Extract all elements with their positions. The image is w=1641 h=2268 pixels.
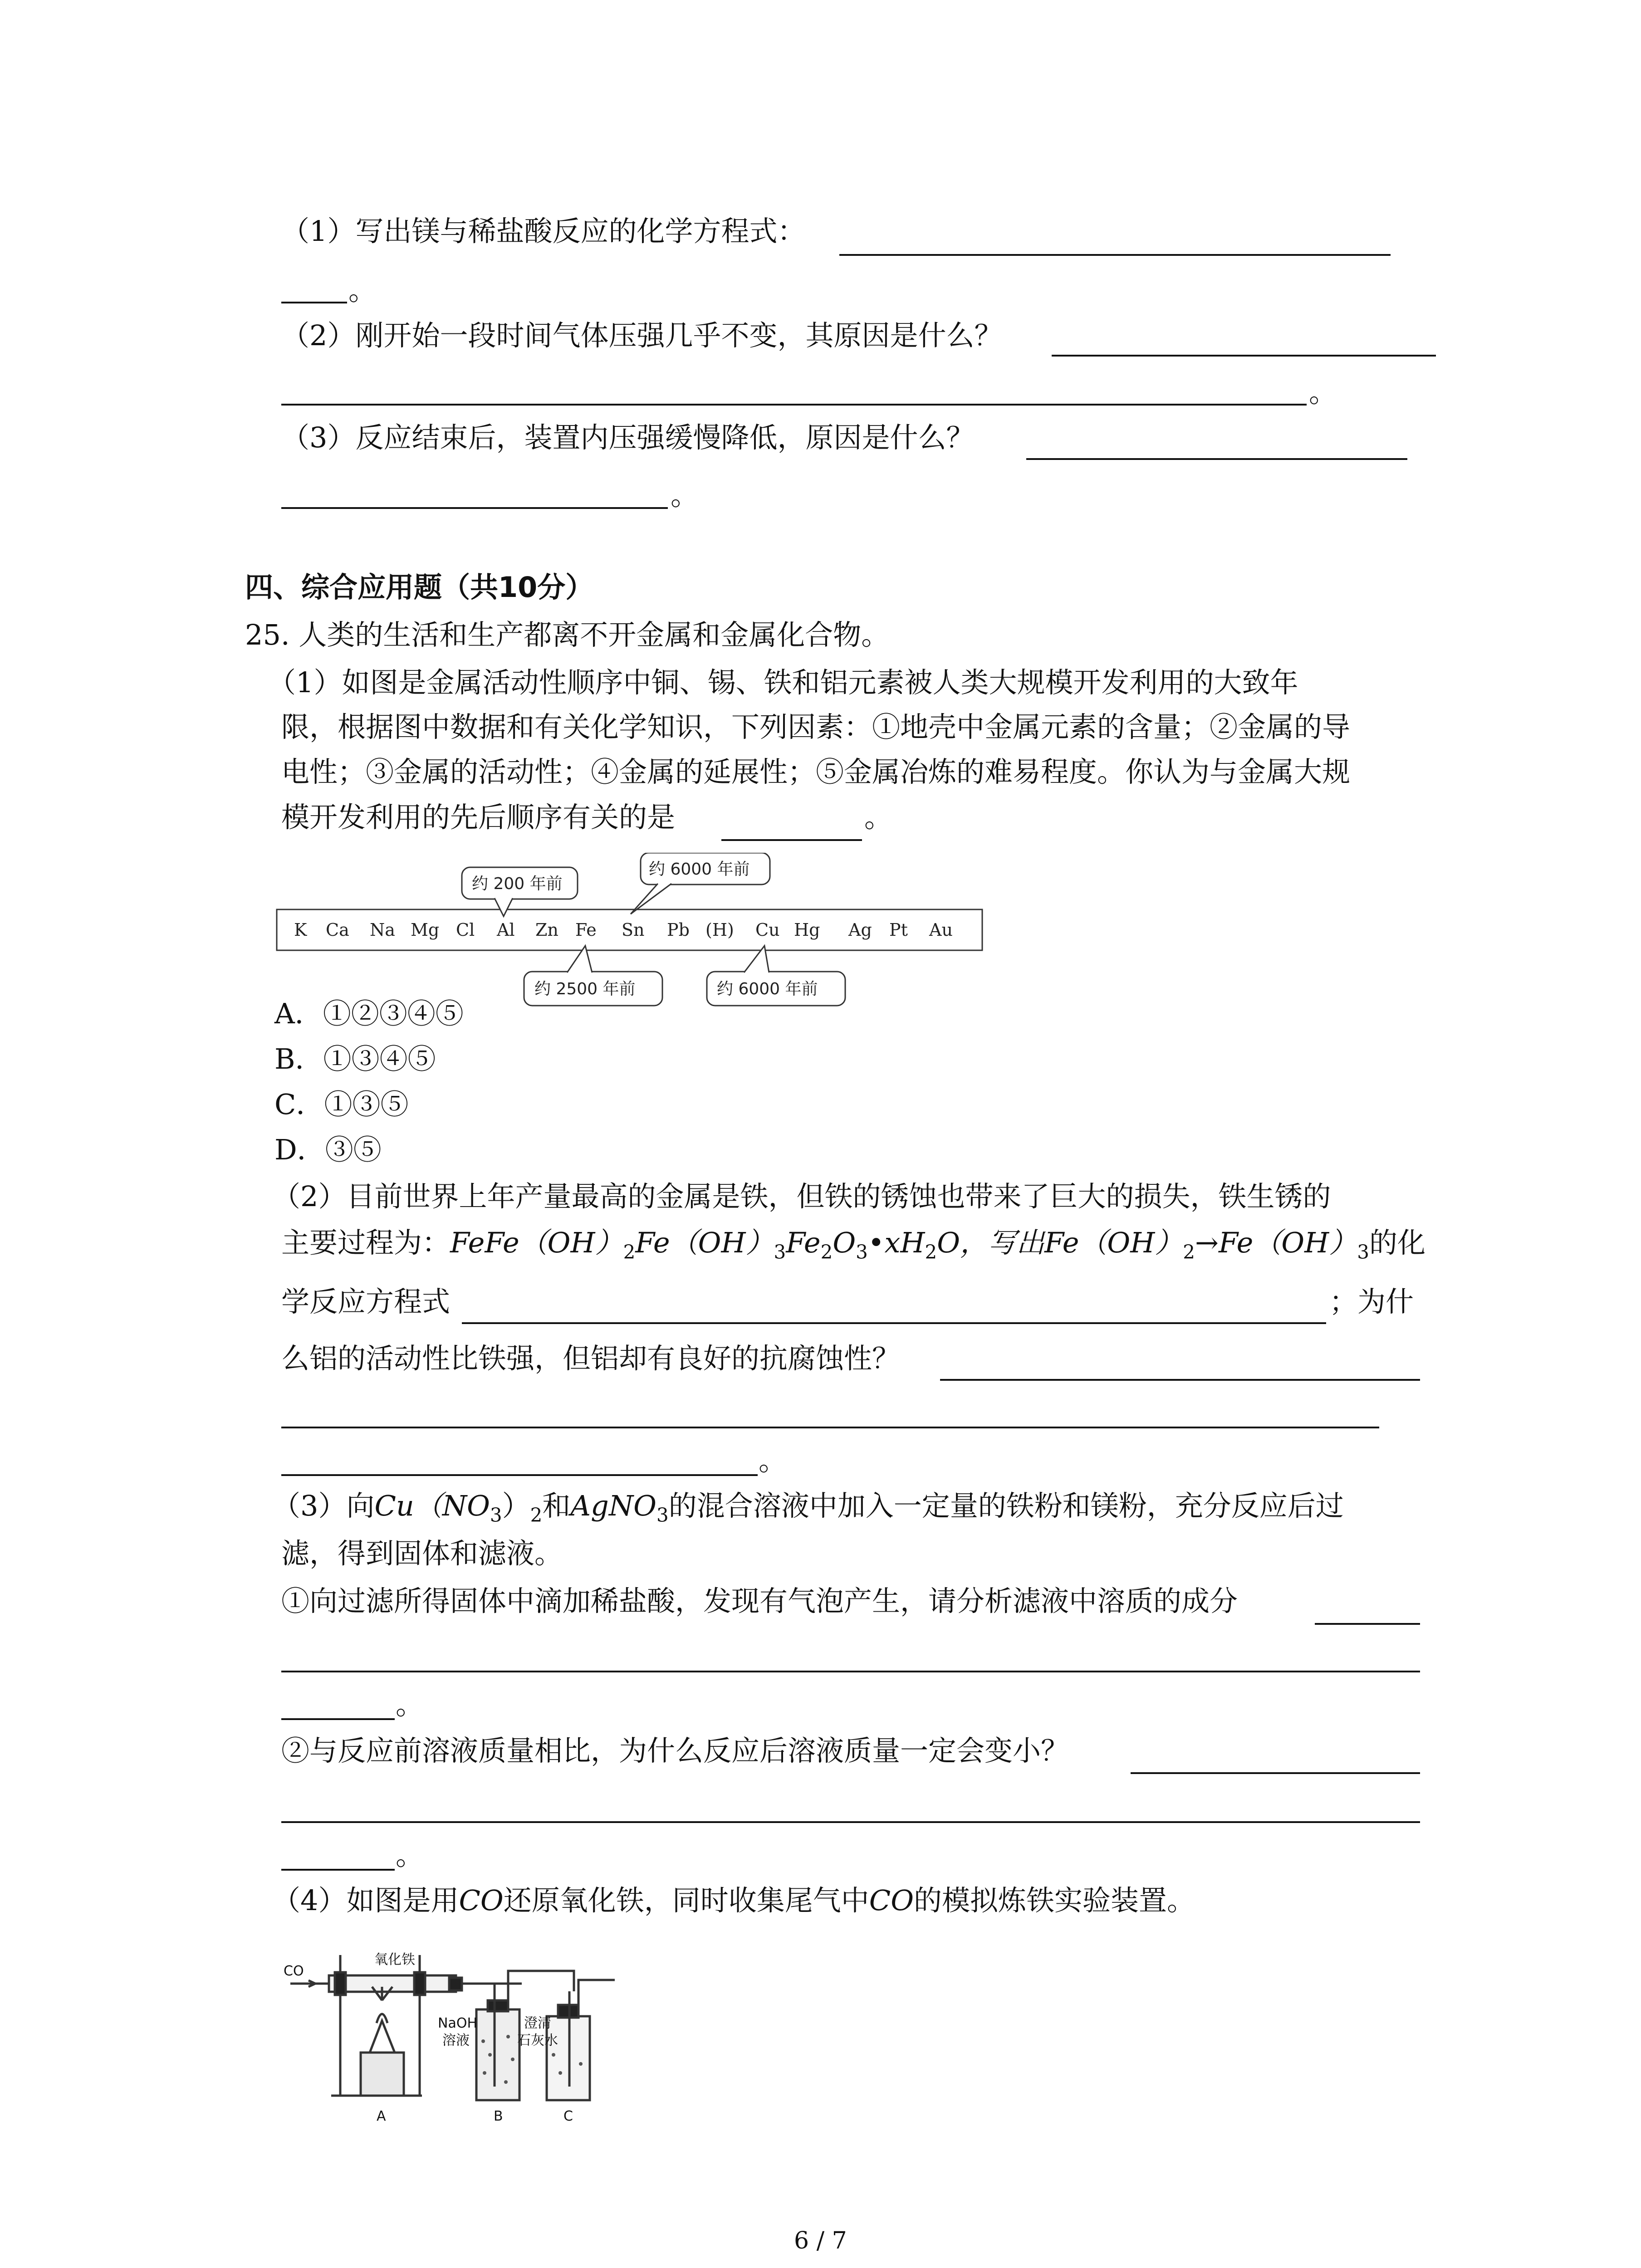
apparatus-lime-label2: 石灰水: [517, 2033, 558, 2048]
q25-p2-blank2[interactable]: [940, 1379, 1420, 1381]
q25-p2-blank1[interactable]: [462, 1322, 1326, 1324]
apparatus-co-label: CO: [284, 1963, 304, 1979]
bottle-b: [476, 2009, 519, 2100]
element-na: Na: [370, 920, 395, 940]
q25-p1-line4: 模开发利用的先后顺序有关的是: [281, 801, 676, 834]
option-d[interactable]: D．③⑤: [274, 1133, 382, 1166]
element-pb: Pb: [667, 920, 690, 940]
q24-sub1-blank[interactable]: [839, 254, 1391, 256]
q25-p2-end: 。: [759, 1444, 787, 1477]
q24-sub2-end: 。: [1309, 376, 1337, 409]
element-au: Au: [929, 920, 953, 940]
burner: [361, 2053, 404, 2096]
callout-cu-label: 约 6000 年前: [717, 980, 818, 998]
q25-p1-end: 。: [864, 801, 893, 834]
element-hg: Hg: [794, 920, 820, 940]
option-a[interactable]: A．①②③④⑤: [274, 997, 464, 1030]
element-h: (H): [705, 920, 734, 940]
element-pt: Pt: [889, 920, 908, 940]
q25-p3-q1-end: 。: [396, 1688, 424, 1721]
q24-sub3-blank[interactable]: [1026, 458, 1407, 460]
apparatus-label-a: A: [377, 2108, 386, 2124]
q25-p2-line3a: 学反应方程式: [281, 1285, 451, 1318]
q24-sub3-blank-cont[interactable]: [281, 507, 668, 509]
element-cu: Cu: [755, 920, 780, 940]
element-ca: Ca: [326, 920, 349, 940]
q25-p2-line2-lead: 主要过程为：: [281, 1226, 451, 1259]
q25-p1-line3: 电性；③金属的活动性；④金属的延展性；⑤金属冶炼的难易程度。你认为与金属大规: [281, 755, 1351, 788]
apparatus-lime-label: 澄清: [524, 2015, 551, 2031]
page-number: 6 / 7: [794, 2227, 847, 2254]
q25-stem: 25. 人类的生活和生产都离不开金属和金属化合物。: [245, 618, 890, 651]
q25-p2-blank2-cont[interactable]: [281, 1427, 1379, 1428]
q25-p1-line2: 限，根据图中数据和有关化学知识，下列因素：①地壳中金属元素的含量；②金属的导: [281, 710, 1351, 743]
q25-p2-line2: 主要过程为：$FeFe(OH)_2Fe(OH)_3Fe_2O_3•xH_2O$，写出$Fe(OH)_2\to Fe(OH)_3$的化: [281, 1226, 1425, 1263]
q25-p3-q2-blank-cont[interactable]: [281, 1821, 1420, 1823]
q25-p3-q1-blank-cont[interactable]: [281, 1671, 1420, 1672]
callout-al-label: 约 200 年前: [472, 875, 563, 893]
apparatus-label-c: C: [563, 2108, 573, 2124]
apparatus-diagram: [281, 1937, 690, 2132]
q24-sub1: （1）写出镁与稀盐酸反应的化学方程式：: [281, 215, 806, 248]
q25-p1-line1: （1）如图是金属活动性顺序中铜、锡、铁和铝元素被人类大规模开发利用的大致年: [268, 666, 1298, 699]
q25-p3-q2-end: 。: [396, 1838, 424, 1872]
element-mg: Mg: [411, 920, 440, 940]
glass-tube: [329, 1975, 456, 1992]
element-sn: Sn: [622, 920, 645, 940]
series-elements: [294, 920, 953, 940]
q24-sub3-end: 。: [671, 479, 699, 512]
q25-p3-line2: 滤，得到固体和滤液。: [281, 1537, 563, 1570]
q25-p3-q2: ②与反应前溶液质量相比，为什么反应后溶液质量一定会变小？: [281, 1734, 1069, 1767]
option-c[interactable]: C．①③⑤: [274, 1088, 409, 1121]
q24-sub1-end: 。: [348, 274, 377, 307]
apparatus-naoh-label2: 溶液: [442, 2033, 470, 2048]
q25-p3-q1-blank-cont2[interactable]: [281, 1718, 395, 1720]
apparatus-label-b: B: [494, 2108, 503, 2124]
apparatus-naoh-label: NaOH: [438, 2015, 477, 2031]
q25-p3-line1: （3）向$Cu(NO_3)_2$和AgNO$_3$的混合溶液中加入一定量的铁粉和镁粉，充分反应后过: [272, 1489, 1344, 1526]
element-zn: Zn: [535, 920, 558, 940]
element-k: K: [294, 920, 307, 940]
q25-p3-q1: ①向过滤所得固体中滴加稀盐酸，发现有气泡产生，请分析滤液中溶质的成分: [281, 1584, 1238, 1618]
q25-p3-q2-blank-cont2[interactable]: [281, 1869, 395, 1871]
element-fe: Fe: [575, 920, 597, 940]
apparatus-oxide-label: 氧化铁: [374, 1952, 415, 1968]
q24-sub2-blank-cont[interactable]: [281, 404, 1307, 406]
q24-sub3: （3）反应结束后，装置内压强缓慢降低，原因是什么？: [281, 421, 975, 454]
callout-sn-label: 约 6000 年前: [649, 860, 750, 879]
q25-p2-line1: （2）目前世界上年产量最高的金属是铁，但铁的锈蚀也带来了巨大的损失，铁生锈的: [272, 1180, 1331, 1213]
q24-sub1-blank-cont[interactable]: [281, 302, 347, 303]
q25-p2-line3b: ；为什: [1329, 1285, 1414, 1318]
section-title: 四、综合应用题（共10分）: [245, 571, 594, 604]
element-al: Al: [497, 920, 515, 940]
activity-series-diagram: [272, 853, 989, 1016]
q25-p3-q2-blank[interactable]: [1131, 1772, 1420, 1774]
q25-p1-blank[interactable]: [721, 839, 862, 841]
option-b[interactable]: B．①③④⑤: [274, 1042, 436, 1075]
q25-p2-blank2-cont2[interactable]: [281, 1474, 758, 1476]
callout-fe-label: 约 2500 年前: [534, 980, 636, 998]
q25-p3-q1-blank[interactable]: [1315, 1623, 1420, 1625]
q25-p4: （4）如图是用CO还原氧化铁，同时收集尾气中CO的模拟炼铁实验装置。: [272, 1884, 1195, 1917]
element-cl: Cl: [456, 920, 475, 940]
q24-sub2: （2）刚开始一段时间气体压强几乎不变，其原因是什么？: [281, 319, 1003, 352]
element-ag: Ag: [848, 920, 872, 940]
q24-sub2-blank[interactable]: [1052, 355, 1436, 357]
q25-p2-line4: 么铝的活动性比铁强，但铝却有良好的抗腐蚀性？: [281, 1342, 901, 1375]
